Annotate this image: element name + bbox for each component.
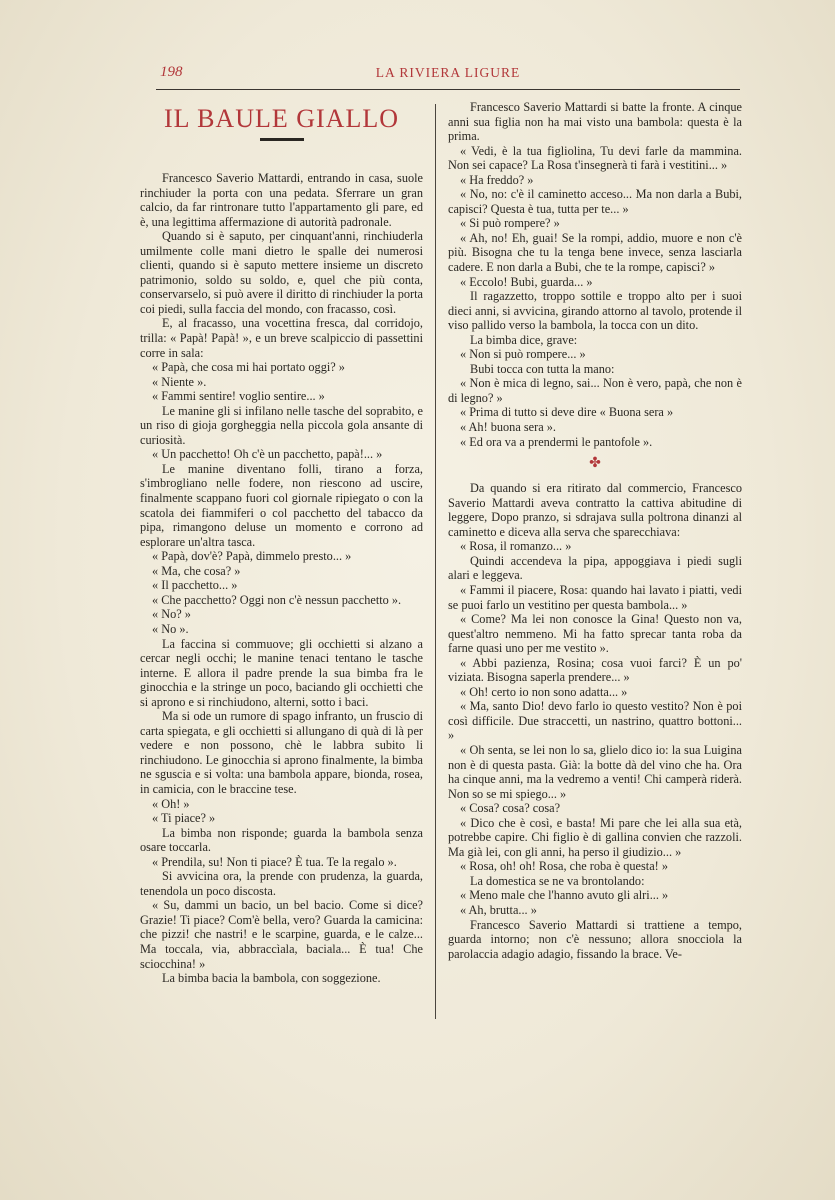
section-separator-ornament: ✤ <box>589 456 601 472</box>
paragraph: « Il pacchetto... » <box>152 578 238 593</box>
paragraph: La bimba dice, grave: <box>470 332 578 347</box>
paragraph: Le manine diventano folli, tirano a forza, s'imbrogliano nelle fodere, non riescono ad uscire, finalmente scappano fuori col giornale ripiegato o con la scatola dei fiammiferi o col pacchetto del tabacco da pipa, rimangono deluse un momento e corrono ad esplorare un'altra tasca. <box>140 461 423 549</box>
paragraph: La faccina si commuove; gli occhietti si alzano a cercar negli occhi; le manine tenaci tentano le tasche interne. E allora il padre prende la sua bimba fra le ginocchia e la stringe un poco, baciando gli occhietti che si aprono e si rinchiudono, alterni, sotto i baci. <box>140 636 423 709</box>
paragraph: Da quando si era ritirato dal commercio, Francesco Saverio Mattardi aveva contratto la cattiva abitudine di leggere, Dopo pranzo, si sdrajava sulla poltrona dinanzi al caminetto e diceva alla serva che sparecchiava: <box>448 481 742 539</box>
paragraph: Il ragazzetto, troppo sottile e troppo alto per i suoi dieci anni, si avvicina, girando attorno al tavolo, protende il viso pallido verso la bambola, la tocca con un dito. <box>448 289 742 333</box>
paragraph: La bimba non risponde; guarda la bambola senza osare toccarla. <box>140 825 423 855</box>
paragraph: « Fammi sentire! voglio sentire... » <box>152 389 325 404</box>
paragraph: La bimba bacia la bambola, con soggezione. <box>162 971 381 986</box>
paragraph: Bubi tocca con tutta la mano: <box>470 361 615 376</box>
paragraph: « Rosa, il romanzo... » <box>460 539 572 554</box>
paragraph: « Oh! certo io non sono adatta... » <box>460 684 628 699</box>
paragraph: « Ma, santo Dio! devo farlo io questo vestito? Non è poi così difficile. Due straccetti, un nastrino, quattro bottoni... » <box>448 699 742 743</box>
paragraph: « Ti piace? » <box>152 811 216 826</box>
article-title: IL BAULE GIALLO <box>164 104 399 133</box>
paragraph: Quindi accendeva la pipa, appoggiava i piedi sugli alari e leggeva. <box>448 553 742 583</box>
paragraph: « Cosa? cosa? cosa? <box>460 801 561 816</box>
paragraph: « Ma, che cosa? » <box>152 563 241 578</box>
paragraph: « Papà, dov'è? Papà, dimmelo presto... » <box>152 549 352 564</box>
paragraph: « Papà, che cosa mi hai portato oggi? » <box>152 360 345 375</box>
paragraph: « Prendila, su! Non ti piace? È tua. Te la regalo ». <box>152 854 397 869</box>
paragraph: Francesco Saverio Mattardi, entrando in casa, suole rinchiuder la porta con una pedata. Sferrare un gran calcio, da far rintronare tutto l'appartamento gli pare, ed è, una legittima affermazione di autorità padronale. <box>140 171 423 229</box>
paragraph: « Si può rompere? » <box>460 216 560 231</box>
paragraph: « Ah, brutta... » <box>460 902 537 917</box>
paragraph: Francesco Saverio Mattardi si trattiene a tempo, guarda intorno; non c'è nessuno; allora snocciola la parolaccia adagio adagio, fissando la brace. Ve- <box>448 917 742 961</box>
left-column-body <box>140 171 423 986</box>
paragraph: « Ah, no! Eh, guai! Se la rompi, addio, muore e non c'è più. Bisogna che tu la tenga bene invece, senza lasciarla cadere. E non darla a Bubi, che te la rompe, capisci? » <box>448 230 742 275</box>
paragraph: « No ». <box>152 621 189 636</box>
paragraph: « Meno male che l'hanno avuto gli alri... » <box>460 888 669 903</box>
right-column-body-second-section <box>448 481 742 961</box>
paragraph: « Dico che è così, e basta! Mi pare che lei alla sua età, potrebbe capire. Chi figlio è di gallina convien che razzoli. Ma già lei, con gli anni, ha perso il giudizio... » <box>448 815 742 859</box>
paragraph: « No, no: c'è il caminetto acceso... Ma non darla a Bubi, capisci? Questa è tua, tutta per te... » <box>448 187 742 216</box>
paragraph: Ma si ode un rumore di spago infranto, un fruscio di carta spiegata, e gli occhietti si allungano di quà di là per vedere e non possono, chè le labbra subito li rinchiudono. Le ginocchia si aprono finalmente, la bimba ne sguscia e si volta: una bambola appare, bionda, rosea, in camicia, con le braccine tese. <box>140 709 423 796</box>
page-number: 198 <box>160 64 183 80</box>
header-rule <box>156 89 740 90</box>
paragraph: Francesco Saverio Mattardi si batte la fronte. A cinque anni sua figlia non ha mai visto una bambola: questa è la prima. <box>448 100 742 144</box>
paragraph: « Abbi pazienza, Rosina; cosa vuoi farci? È un po' viziata. Bisogna saperla prendere... » <box>448 655 742 685</box>
paragraph: « Un pacchetto! Oh c'è un pacchetto, papà!... » <box>152 447 383 462</box>
page-header <box>156 62 740 84</box>
paragraph: « Non si può rompere... » <box>460 347 586 362</box>
paragraph: « Ha freddo? » <box>460 172 534 187</box>
paragraph: La domestica se ne va brontolando: <box>470 873 645 888</box>
paragraph: « Eccolo! Bubi, guarda... » <box>460 274 593 289</box>
paragraph: « Che pacchetto? Oggi non c'è nessun pacchetto ». <box>152 592 402 607</box>
paragraph: « Niente ». <box>152 374 207 389</box>
title-ornament-dash <box>260 138 304 141</box>
right-column-body-first-section <box>448 100 742 449</box>
paragraph: « Vedi, è la tua figliolina, Tu devi farle da mammina. Non sei capace? La Rosa t'insegnerà ti farà i vestitini... » <box>448 143 742 173</box>
paragraph: Si avvicina ora, la prende con prudenza, la guarda, tenendola un poco discosta. <box>140 869 423 898</box>
left-column <box>140 100 423 986</box>
paragraph: « Rosa, oh! oh! Rosa, che roba è questa! » <box>460 859 668 874</box>
paragraph: « Non è mica di legno, sai... Non è vero, papà, che non è di legno? » <box>448 376 742 405</box>
paragraph: « Oh! » <box>152 796 190 811</box>
paragraph: « Ed ora va a prendermi le pantofole ». <box>460 434 653 449</box>
paragraph: « Come? Ma lei non conosce la Gina! Questo non va, quest'altro nemmeno. Mi ha fatto sprecar tanta roba da farne quasi uno per me vestito ». <box>448 612 742 656</box>
paragraph: « Prima di tutto si deve dire « Buona sera » <box>460 405 674 420</box>
paragraph: « Fammi il piacere, Rosa: quando hai lavato i piatti, vedi se puoi farlo un vestitino per questa bambola... » <box>448 582 742 612</box>
paragraph: « Ah! buona sera ». <box>460 420 556 435</box>
right-column <box>448 100 742 961</box>
paragraph: « Su, dammi un bacio, un bel bacio. Come si dice? Grazie! Ti piace? Com'è bella, vero? Guarda la camicina: che pizzi! che nastri! e le scarpine, guarda, e le calze... Ma toccala, via, abbraccìala, baciala... È tua! Che sciocchina! » <box>140 898 423 971</box>
paragraph: E, al fracasso, una vocettina fresca, dal corridojo, trilla: « Papà! Papà! », e un breve scalpiccio di passettini corre in sala: <box>140 316 423 360</box>
column-divider <box>435 104 436 1019</box>
paragraph: « Oh senta, se lei non lo sa, glielo dico io: la sua Luigina non è di questa pasta. Già: la botte dà del vino che ha. Ora ha cinque anni, ma la vedremo a venti! Chi camperà riderà. Non so se mi spiego... » <box>448 742 742 801</box>
paragraph: Le manine gli si infilano nelle tasche del soprabito, e un riso di gioja gorgheggia nella piccola gola ansante di curiosità. <box>140 403 423 447</box>
paragraph: Quando si è saputo, per cinquant'anni, rinchiuderla umilmente colle mani dietro le spalle dei numerosi clienti, quando si è saputo mettere insieme un discreto patrimonio, soldo su soldo, e, quel che più conta, conservarselo, si può avere il diritto di rinchiuder la porta coi piedi, sulla faccia del mondo, con fracasso, così. <box>140 229 423 316</box>
running-head: LA RIVIERA LIGURE <box>375 65 521 80</box>
paragraph: « No? » <box>152 607 191 622</box>
